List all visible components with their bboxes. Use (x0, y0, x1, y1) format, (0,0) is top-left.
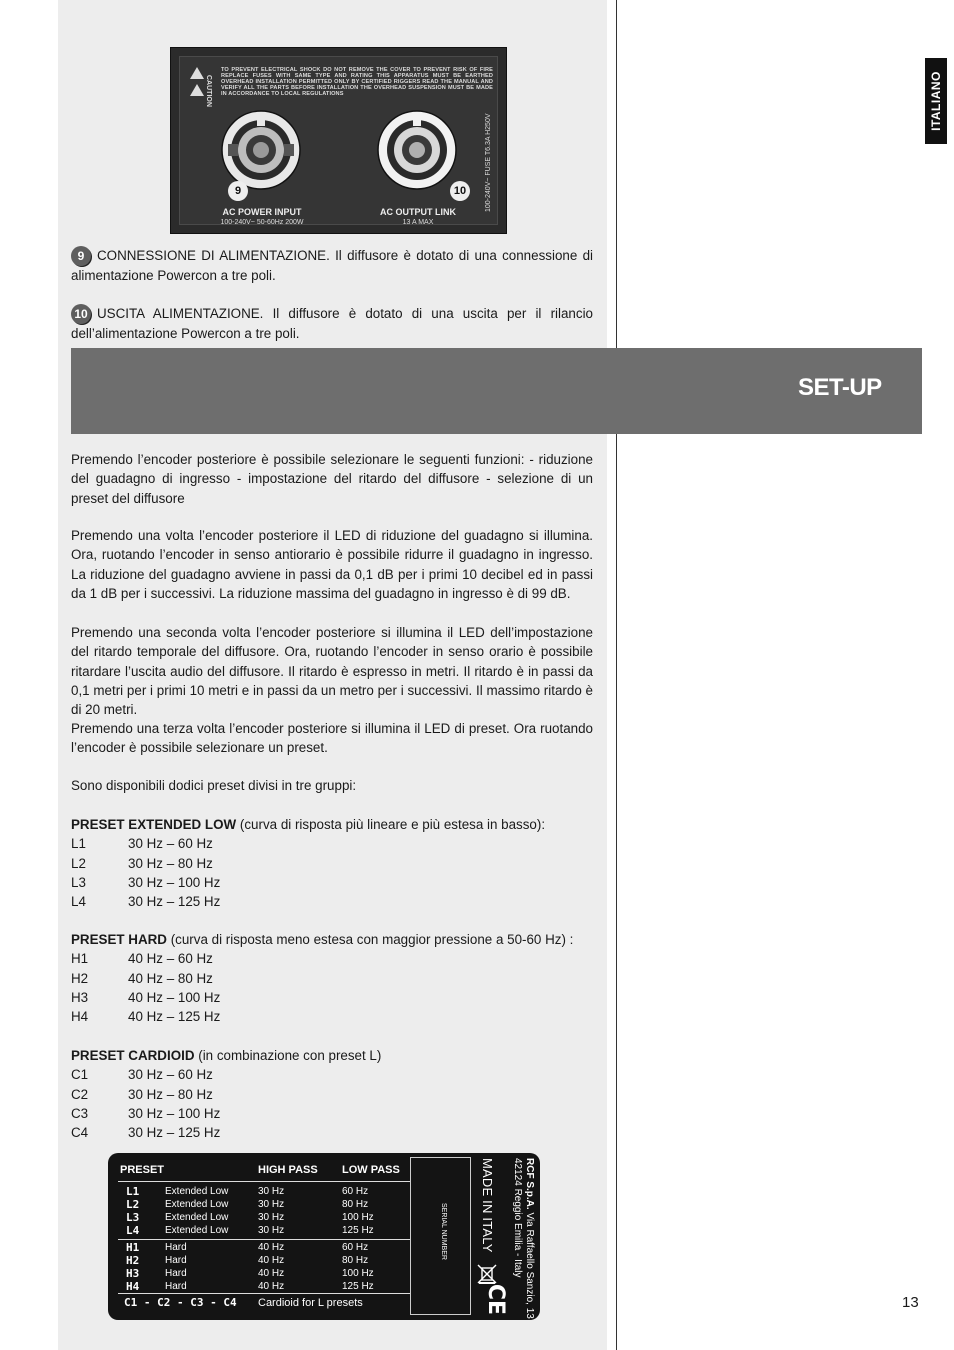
preset-row (71, 1085, 593, 1104)
label-high-pass: 40 Hz (258, 1268, 285, 1279)
label-header-high-pass: HIGH PASS (258, 1164, 318, 1176)
preset-code: C2 (71, 1086, 89, 1102)
item-power-output (71, 304, 593, 344)
preset-code: C4 (71, 1125, 89, 1141)
label-lcd-code: H2 (126, 1254, 140, 1267)
preset-group-desc: (curva di risposta più lineare e più estesa in basso): (236, 817, 546, 832)
output-spec: 13 A MAX (402, 219, 434, 226)
label-low-pass: 80 Hz (342, 1255, 369, 1266)
paragraph: Premendo una volta l’encoder posteriore il LED di riduzione del guadagno si illumina. Ora, ruotando l’encoder in senso antiorario è possibile ridurre il guadagno in ingresso. La riduzione del guadagno avviene in passi da 0,1 dB per i primi 10 decibel ed in passi da 1 dB per i successivi. La riduzione massima del guadagno in ingresso è di 99 dB. (71, 528, 593, 601)
label-lcd-code: H1 (126, 1241, 140, 1254)
preset-code: C1 (71, 1067, 89, 1083)
section-title: SET-UP (798, 374, 882, 401)
preset-range: 30 Hz – 125 Hz (128, 894, 221, 910)
label-lcd-code: L4 (126, 1224, 140, 1237)
preset-range: 40 Hz – 80 Hz (128, 970, 213, 986)
paragraph: Sono disponibili dodici preset divisi in tre gruppi: (71, 778, 357, 793)
item-text: CONNESSIONE DI ALIMENTAZIONE. Il diffusore è dotato di una connessione di alimentazione Powercon a tre poli. (71, 248, 593, 284)
made-in-italy-text: MADE IN ITALY (480, 1158, 495, 1253)
label-low-pass: 125 Hz (342, 1225, 374, 1236)
label-high-pass: 30 Hz (258, 1186, 285, 1197)
preset-group-title: PRESET EXTENDED LOW (71, 817, 237, 832)
label-low-pass: 60 Hz (342, 1242, 369, 1253)
preset-range: 30 Hz – 80 Hz (128, 1086, 213, 1102)
language-tab (925, 58, 947, 144)
preset-range: 40 Hz – 125 Hz (128, 1009, 221, 1025)
powercon-input-connector-icon (220, 109, 302, 191)
fuse-rating-text: 100-240V~ FUSE T6.3A H250V (485, 113, 492, 212)
powercon-output-connector-icon (376, 109, 458, 191)
label-high-pass: 30 Hz (258, 1212, 285, 1223)
preset-code: L3 (71, 874, 86, 890)
preset-row (71, 949, 593, 968)
label-low-pass: 100 Hz (342, 1268, 374, 1279)
preset-group-desc: (curva di risposta meno estesa con maggior pressione a 50-60 Hz) : (166, 932, 574, 947)
preset-row (71, 1123, 593, 1142)
preset-group-hard (71, 930, 593, 1026)
ce-mark-icon: CE (483, 1283, 509, 1316)
warning-triangle-icon (190, 67, 204, 79)
label-lcd-code: L2 (126, 1198, 140, 1211)
language-tab-label: ITALIANO (929, 71, 943, 131)
preset-range: 30 Hz – 100 Hz (128, 1105, 221, 1121)
panel-warning-text: TO PREVENT ELECTRICAL SHOCK DO NOT REMOVE THE COVER TO PREVENT RISK OF FIRE REPLACE FUSES WITH SAME TYPE AND RATING THIS APPARATUS MUST BE EARTHED OVERHEAD INSTALLATION PERMITTED ONLY BY CERTIFIED RIGGERS READ THE MANUAL AND VERIFY ALL THE PARTS BEFORE INSTALLATION THE OVERHEAD SUSPENSION MUST BE MADE IN ACCORDANCE TO LOCAL REGULATIONS (221, 67, 493, 97)
address-line-1: Via Raffaello Sanzio, 13 (524, 1212, 535, 1319)
label-header-preset: PRESET (120, 1164, 165, 1176)
label-lcd-code: L3 (126, 1211, 140, 1224)
panel-callout-9: 9 (228, 181, 248, 201)
preset-range: 40 Hz – 100 Hz (128, 989, 221, 1005)
page-number: 13 (902, 1294, 919, 1311)
item-number-badge: 10 (71, 304, 91, 324)
weee-bin-icon (476, 1263, 498, 1285)
preset-row (71, 854, 593, 873)
label-header-low-pass: LOW PASS (342, 1164, 400, 1176)
preset-code: L2 (71, 855, 86, 871)
preset-code: H3 (71, 989, 89, 1005)
preset-row (71, 988, 593, 1007)
label-high-pass: 40 Hz (258, 1255, 285, 1266)
preset-row (71, 1104, 593, 1123)
serial-number-label: SERIAL NUMBER (440, 1203, 447, 1260)
label-preset-name: Hard (165, 1255, 187, 1266)
preset-row (71, 1007, 593, 1026)
item-number-badge: 9 (71, 246, 91, 266)
preset-range: 30 Hz – 60 Hz (128, 1067, 213, 1083)
column-divider (616, 0, 617, 1350)
label-preset-name: Hard (165, 1268, 187, 1279)
label-high-pass: 40 Hz (258, 1242, 285, 1253)
preset-range: 40 Hz – 60 Hz (128, 951, 213, 967)
preset-row (71, 969, 593, 988)
label-lcd-code: H4 (126, 1280, 140, 1293)
label-preset-name: Extended Low (165, 1225, 229, 1236)
section-header-bar (71, 348, 922, 434)
preset-range: 30 Hz – 100 Hz (128, 874, 221, 890)
input-label: AC POWER INPUT (222, 207, 302, 217)
label-lcd-code: H3 (126, 1267, 140, 1280)
preset-range: 30 Hz – 125 Hz (128, 1125, 221, 1141)
label-preset-name: Hard (165, 1242, 187, 1253)
paragraph: Premendo una seconda volta l’encoder posteriore si illumina il LED dell’impostazione del ritardo temporale del diffusore. Ora, ruotando l’encoder in senso orario è possibile ritardare l’uscita audio del diffusore. Il ritardo è espresso in metri. Il ritardo è in passi da 0,1 metri per i primi 10 metri e in passi da un metro per i successivi. Il massimo ritardo è di 20 metri. (71, 625, 593, 718)
connector-panel-plate (179, 56, 498, 225)
preset-group-desc: (in combinazione con preset L) (194, 1048, 382, 1063)
preset-group-title: PRESET CARDIOID (71, 1048, 195, 1063)
preset-row (71, 834, 593, 853)
address-line-2: 42124 Reggio Emilia - Italy (512, 1158, 523, 1278)
preset-code: H2 (71, 970, 89, 986)
caution-label: CAUTION (205, 75, 212, 107)
label-preset-name: Extended Low (165, 1212, 229, 1223)
label-cardioid-codes: C1 - C2 - C3 - C4 (124, 1296, 237, 1309)
item-power-connection (71, 246, 593, 286)
preset-row (71, 892, 593, 911)
label-high-pass: 30 Hz (258, 1199, 285, 1210)
paragraph: Premendo una terza volta l’encoder posteriore si illumina il LED di preset. Ora ruotando l’encoder è possibile selezionare un preset. (71, 721, 593, 756)
label-preset-name: Extended Low (165, 1186, 229, 1197)
output-label: AC OUTPUT LINK (380, 207, 456, 217)
paragraph: Premendo l’encoder posteriore è possibile selezionare le seguenti funzioni: - riduzione del guadagno di ingresso - impostazione del ritardo del diffusore - selezione di un preset del diffusore (71, 452, 593, 506)
preset-code: H4 (71, 1009, 89, 1025)
warning-triangle-icon (190, 84, 204, 96)
manufacturer-address (511, 1158, 535, 1319)
connector-panel-photo (170, 47, 507, 234)
label-rule (118, 1181, 410, 1182)
label-preset-name: Extended Low (165, 1199, 229, 1210)
preset-code: H1 (71, 951, 89, 967)
label-rule (118, 1239, 410, 1240)
preset-range: 30 Hz – 60 Hz (128, 836, 213, 852)
label-cardioid-text: Cardioid for L presets (258, 1297, 363, 1309)
preset-row (71, 873, 593, 892)
label-high-pass: 30 Hz (258, 1225, 285, 1236)
label-low-pass: 125 Hz (342, 1281, 374, 1292)
preset-code: C3 (71, 1105, 89, 1121)
company-name: RCF S.p.A. (524, 1158, 535, 1210)
preset-group-title: PRESET HARD (71, 932, 167, 947)
input-spec: 100-240V~ 50-60Hz 200W (220, 219, 304, 226)
preset-code: L4 (71, 894, 86, 910)
preset-group-cardioid (71, 1046, 593, 1142)
label-rule (118, 1293, 410, 1294)
label-low-pass: 60 Hz (342, 1186, 369, 1197)
preset-group-extended-low (71, 815, 593, 911)
label-lcd-code: L1 (126, 1185, 140, 1198)
item-text: USCITA ALIMENTAZIONE. Il diffusore è dotato di una uscita per il rilancio dell’alimentazione Powercon a tre poli. (71, 306, 593, 342)
label-high-pass: 40 Hz (258, 1281, 285, 1292)
label-low-pass: 80 Hz (342, 1199, 369, 1210)
label-preset-name: Hard (165, 1281, 187, 1292)
panel-callout-10: 10 (450, 181, 470, 201)
preset-range: 30 Hz – 80 Hz (128, 855, 213, 871)
rear-preset-label (108, 1153, 540, 1320)
preset-row (71, 1065, 593, 1084)
preset-code: L1 (71, 836, 86, 852)
label-low-pass: 100 Hz (342, 1212, 374, 1223)
